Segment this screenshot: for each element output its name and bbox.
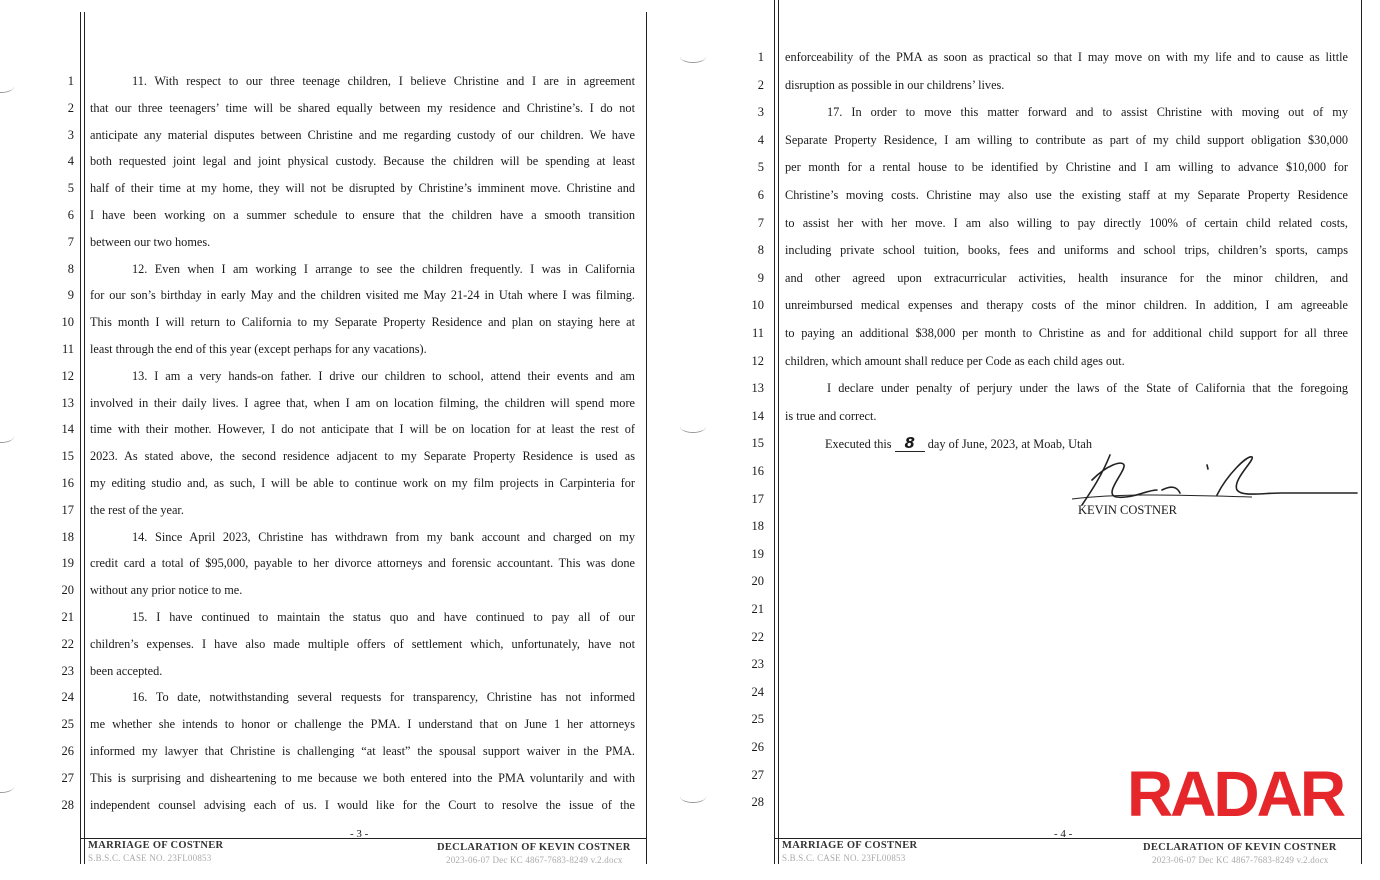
line-number: 25 xyxy=(61,717,74,732)
body-text-line: including private school tuition, books, fees and uniforms and school trips, children’s sports, camps xyxy=(785,243,1348,258)
line-number: 21 xyxy=(751,602,764,616)
line-number: 15 xyxy=(751,436,764,451)
body-text-line: involved in their daily lives. I agree that, when I am on location filming, the children will spend more xyxy=(90,395,635,410)
line-number: 4 xyxy=(757,132,764,147)
executed-prefix: Executed this xyxy=(825,437,892,451)
footer-document-title: DECLARATION OF KEVIN COSTNER xyxy=(437,842,631,853)
left-margin-rule-inner xyxy=(84,12,85,864)
line-number: 11 xyxy=(751,326,764,340)
body-text-line: enforceability of the PMA as soon as practical so that I may move on with my life and to cause as little xyxy=(785,50,1348,64)
body-text-line: per month for a rental house to be identified by Christine and I am willing to advance $10,000 for xyxy=(785,160,1348,175)
line-number: 14 xyxy=(751,408,764,423)
footer-case-title: MARRIAGE OF COSTNER xyxy=(88,840,224,851)
line-number: 18 xyxy=(61,529,74,544)
line-number: 25 xyxy=(751,712,764,727)
line-number: 17 xyxy=(61,502,74,517)
left-margin-rule-outer xyxy=(774,0,775,864)
body-text-line: 12. Even when I am working I arrange to see the children frequently. I was in California xyxy=(132,261,635,276)
line-number: 24 xyxy=(61,690,74,705)
body-text-line: I declare under penalty of perjury under the laws of the State of California that the foregoing xyxy=(827,381,1348,396)
line-number: 13 xyxy=(61,395,74,410)
line-number: 27 xyxy=(751,767,764,782)
line-number: 14 xyxy=(61,422,74,437)
line-number: 11 xyxy=(61,342,74,356)
footer-document-title: DECLARATION OF KEVIN COSTNER xyxy=(1143,842,1337,853)
body-text-line: unreimbursed medical expenses and therapy costs of the minor children. In addition, I am agreeable xyxy=(785,298,1348,313)
line-number: 17 xyxy=(751,491,764,506)
footer-file-id: 2023-06-07 Dec KC 4867-7683-8249 v.2.docx xyxy=(1152,855,1329,865)
body-text-line: 14. Since April 2023, Christine has withdrawn from my bank account and charged on my xyxy=(132,529,635,544)
page-number: - 4 - xyxy=(1054,828,1073,840)
line-number: 10 xyxy=(751,298,764,313)
body-text-line: anticipate any material disputes between Christine and me regarding custody of our children. We have xyxy=(90,127,635,142)
body-text-line: 13. I am a very hands-on father. I drive our children to school, attend their events and am xyxy=(132,368,635,383)
line-number: 8 xyxy=(757,243,764,258)
body-text-line: disruption as possible in our childrens’ lives. xyxy=(785,77,1005,92)
line-number: 21 xyxy=(61,610,74,624)
line-number: 20 xyxy=(61,583,74,598)
right-margin-rule xyxy=(1361,0,1362,864)
body-text-line: This month I will return to California to my Separate Property Residence and plan on staying here at xyxy=(90,315,635,330)
line-number: 9 xyxy=(757,270,764,285)
line-number: 4 xyxy=(67,154,74,169)
body-text-line: independent counsel advising each of us. I would like for the Court to resolve the issue of the xyxy=(90,797,635,812)
footer-case-number: S.B.S.C. CASE NO. 23FL00853 xyxy=(782,853,906,863)
line-number: 7 xyxy=(757,215,764,230)
footer-file-id: 2023-06-07 Dec KC 4867-7683-8249 v.2.docx xyxy=(446,855,623,865)
line-number: 2 xyxy=(757,77,764,92)
line-number: 1 xyxy=(67,74,74,88)
body-text-line: Separate Property Residence, I am willing to contribute as part of my child support obligation $30,000 xyxy=(785,132,1348,147)
line-number: 5 xyxy=(757,160,764,175)
line-number: 26 xyxy=(751,740,764,754)
body-text-line: that our three teenagers’ time will be shared equally between my residence and Christine’s. I do not xyxy=(90,100,635,115)
body-text-line: credit card a total of $95,000, payable to her divorce attorneys and forensic accountant. This was done xyxy=(90,556,635,571)
body-text-line: 2023. As stated above, the second residence adjacent to my Separate Property Residence is used as xyxy=(90,449,635,464)
body-text-line: children, which amount shall reduce per Code as each child ages out. xyxy=(785,353,1125,368)
line-number: 19 xyxy=(61,556,74,571)
line-number: 9 xyxy=(67,288,74,303)
body-text-line: half of their time at my home, they will not be disrupted by Christine’s imminent move. Christine and xyxy=(90,181,635,196)
body-text-line: to assist her with her move. I am also willing to pay directly 100% of certain child related costs, xyxy=(785,215,1348,230)
line-number: 7 xyxy=(67,234,74,249)
line-number: 22 xyxy=(61,636,74,651)
line-number: 1 xyxy=(757,50,764,64)
body-text-line: without any prior notice to me. xyxy=(90,583,243,598)
left-margin-rule-outer xyxy=(80,12,81,864)
radar-logo-text: RADAR xyxy=(1126,762,1344,824)
executed-suffix: day of June, 2023, at Moab, Utah xyxy=(927,437,1093,451)
line-number: 12 xyxy=(751,353,764,368)
body-text-line: informed my lawyer that Christine is challenging “at least” the spousal support waiver in the PMA. xyxy=(90,744,635,758)
punch-hole-mark xyxy=(0,780,14,793)
punch-hole-mark xyxy=(0,80,14,93)
line-number: 22 xyxy=(751,629,764,644)
line-number: 23 xyxy=(61,663,74,678)
line-number: 6 xyxy=(67,208,74,222)
line-number: 8 xyxy=(67,261,74,276)
body-text-line: 16. To date, notwithstanding several requests for transparency, Christine has not informed xyxy=(132,690,635,705)
execution-statement xyxy=(825,436,1092,452)
line-number: 16 xyxy=(61,476,74,490)
body-text-line: is true and correct. xyxy=(785,408,877,423)
body-text-line: I have been working on a summer schedule to ensure that the children have a smooth transition xyxy=(90,208,635,222)
line-number: 28 xyxy=(751,795,764,810)
line-number: 24 xyxy=(751,684,764,699)
body-text-line: been accepted. xyxy=(90,663,163,678)
line-number: 20 xyxy=(751,574,764,589)
body-text-line: time with their mother. However, I do not anticipate that I will be on location for at least the rest of xyxy=(90,422,635,437)
executed-day-field xyxy=(895,436,925,452)
page-number: - 3 - xyxy=(350,828,369,840)
footer-case-title: MARRIAGE OF COSTNER xyxy=(782,840,918,851)
line-number: 5 xyxy=(67,181,74,196)
line-number: 16 xyxy=(751,464,764,478)
right-margin-rule xyxy=(646,12,647,864)
line-number: 19 xyxy=(751,546,764,561)
body-text-line: both requested joint legal and joint physical custody. Because the children will be spending at least xyxy=(90,154,635,169)
body-text-line: 17. In order to move this matter forward and to assist Christine with moving out of my xyxy=(827,105,1348,120)
body-text-line: children’s expenses. I have also made multiple offers of settlement which, unfortunately, have not xyxy=(90,636,635,651)
body-text-line: the rest of the year. xyxy=(90,502,184,517)
body-text-line: and other agreed upon extracurricular activities, health insurance for the minor children, and xyxy=(785,270,1348,285)
line-number: 12 xyxy=(61,368,74,383)
right-document-page xyxy=(690,0,1380,880)
line-number: 2 xyxy=(67,100,74,115)
line-number: 13 xyxy=(751,381,764,396)
body-text-line: Christine’s moving costs. Christine may also use the existing staff at my Separate Property Residence xyxy=(785,188,1348,202)
body-text-line: for our son’s birthday in early May and the children visited me May 21-24 in Utah where I was filming. xyxy=(90,288,635,303)
executed-day: 8 xyxy=(904,434,915,452)
line-number: 3 xyxy=(757,105,764,120)
line-number: 23 xyxy=(751,657,764,672)
line-number: 10 xyxy=(61,315,74,330)
left-margin-rule-inner xyxy=(778,0,779,864)
body-text-line: This is surprising and disheartening to me because we both entered into the PMA voluntarily and with xyxy=(90,770,635,785)
line-number: 28 xyxy=(61,797,74,812)
body-text-line: least through the end of this year (except perhaps for any vacations). xyxy=(90,342,427,356)
footer-case-number: S.B.S.C. CASE NO. 23FL00853 xyxy=(88,853,212,863)
line-number: 26 xyxy=(61,744,74,758)
body-text-line: to paying an additional $38,000 per month to Christine as and for additional child support for all three xyxy=(785,326,1348,340)
radar-logo xyxy=(1120,762,1350,824)
line-number: 27 xyxy=(61,770,74,785)
body-text-line: between our two homes. xyxy=(90,234,211,249)
line-number: 6 xyxy=(757,188,764,202)
body-text-line: me whether she intends to honor or challenge the PMA. I understand that on June 1 her attorneys xyxy=(90,717,635,732)
body-text-line: 11. With respect to our three teenage children, I believe Christine and I are in agreement xyxy=(132,74,635,88)
line-number: 15 xyxy=(61,449,74,464)
line-number: 3 xyxy=(67,127,74,142)
body-text-line: 15. I have continued to maintain the status quo and have continued to pay all of our xyxy=(132,610,635,624)
body-text-line: my editing studio and, as such, I will be able to continue work on my film projects in Carpinteria for xyxy=(90,476,635,490)
line-number: 18 xyxy=(751,519,764,534)
punch-hole-mark xyxy=(0,430,14,443)
signer-name: KEVIN COSTNER xyxy=(1078,503,1177,517)
